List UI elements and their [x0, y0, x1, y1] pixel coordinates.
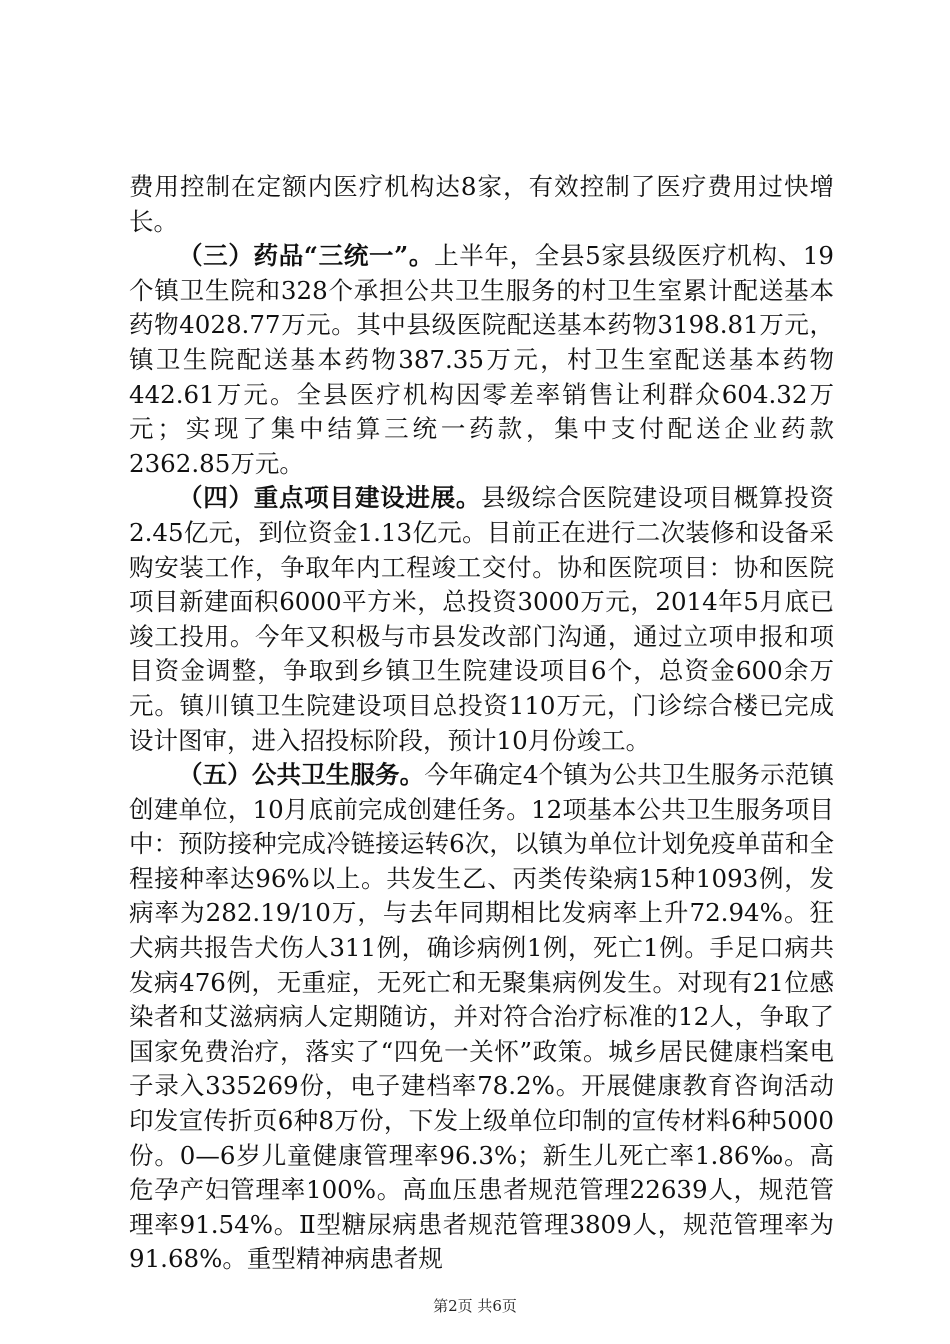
page-footer: 第2页 共6页	[433, 1297, 517, 1315]
section-heading-key-projects: （四）重点项目建设进展。	[178, 483, 482, 513]
section-heading-public-health: （五）公共卫生服务。	[178, 760, 425, 790]
paragraph-text: 县级综合医院建设项目概算投资2.45亿元，到位资金1.13亿元。目前正在进行二次装修和设备采购安装工作，争取年内工程竣工交付。协和医院项目：协和医院项目新建面积6000平方米，总投资3000万元，2014年5月底已竣工投用。今年又积极与市县发改部门沟通，通过立项申报和项目资金调整，争取到乡镇卫生院建设项目6个，总资金600余万元。镇川镇卫生院建设项目总投资110万元，门诊综合楼已完成设计图审，进入招投标阶段，预计10月份竣工。	[129, 483, 835, 755]
paragraph-key-projects	[129, 481, 834, 758]
paragraph-text: 今年确定4个镇为公共卫生服务示范镇创建单位，10月底前完成创建任务。12项基本公共卫生服务项目中：预防接种完成冷链接运转6次，以镇为单位计划免疫单苗和全程接种率达96%以上。共发生乙、丙类传染病15种1093例，发病率为282.19/10万，与去年同期相比发病率上升72.94%。狂犬病共报告犬伤人311例，确诊病例1例，死亡1例。手足口病共发病476例，无重症，无死亡和无聚集病例发生。对现有21位感染者和艾滋病病人定期随访，并对符合治疗标准的12人，争取了国家免费治疗，落实了“四免一关怀”政策。城乡居民健康档案电子录入335269份，电子建档率78.2%。开展健康教育咨询活动印发宣传折页6种8万份，下发上级单位印制的宣传材料6种5000份。0—6岁儿童健康管理率96.3%；新生儿死亡率1.86‰。高危孕产妇管理率100%。高血压患者规范管理22639人，规范管理率91.54%。Ⅱ型糖尿病患者规范管理3809人，规范管理率为91.68%。重型精神病患者规	[129, 760, 834, 1274]
paragraph-drugs	[129, 239, 834, 481]
paragraph-text: 费用控制在定额内医疗机构达8家，有效控制了医疗费用过快增长。	[129, 172, 834, 236]
paragraph-text: 上半年，全县5家县级医疗机构、19个镇卫生院和328个承担公共卫生服务的村卫生室累计配送基本药物4028.77万元。其中县级医院配送基本药物3198.81万元，镇卫生院配送基本药物387.35万元，村卫生室配送基本药物442.61万元。全县医疗机构因零差率销售让利群众604.32万元；实现了集中结算三统一药款，集中支付配送企业药款2362.85万元。	[129, 241, 834, 478]
section-heading-drugs: （三）药品“三统一”。	[178, 241, 435, 271]
document-body	[129, 170, 834, 1277]
paragraph-public-health	[129, 758, 834, 1277]
paragraph-cost-control	[129, 170, 834, 239]
